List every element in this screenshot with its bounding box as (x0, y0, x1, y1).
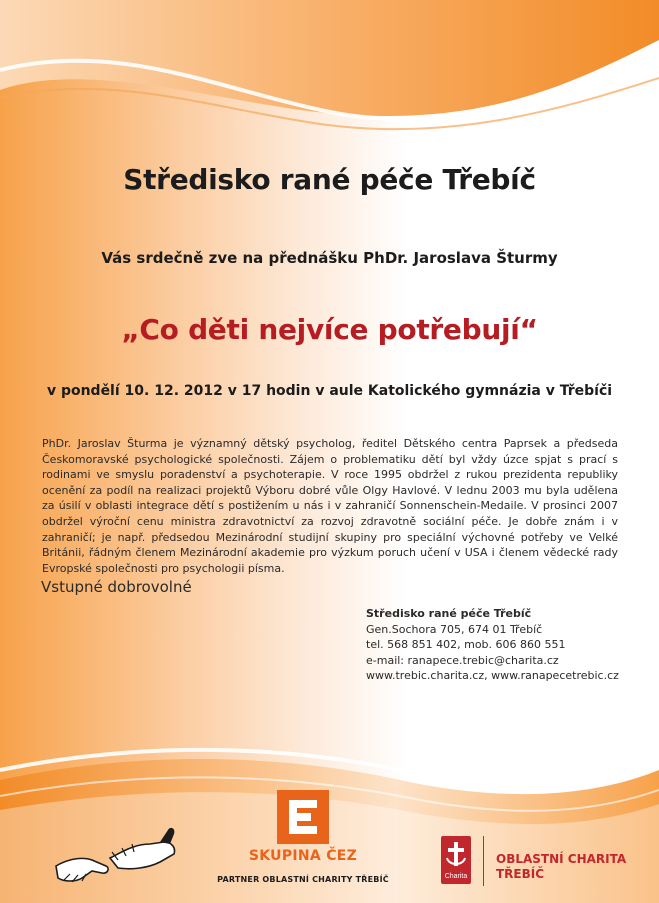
contact-name: Středisko rané péče Třebíč (366, 607, 532, 620)
charita-badge-text: Charita (444, 873, 468, 880)
cez-partner-line: PARTNER OBLASTNÍ CHARITY TŘEBÍČ (217, 875, 389, 884)
date-and-venue: v pondělí 10. 12. 2012 v 17 hodin v aule Katolického gymnázia v Třebíči (46, 383, 613, 399)
hands-illustration (52, 822, 182, 884)
contact-phone: tel. 568 851 402, mob. 606 860 551 (366, 638, 566, 652)
charita-divider (483, 836, 484, 886)
contact-address: Gen.Sochora 705, 674 01 Třebíč (366, 622, 543, 636)
speaker-bio: PhDr. Jaroslav Šturma je významný dětský psycholog, ředitel Dětského centra Paprsek a předseda Českomoravské psychologické společnosti. Zájem o problematiku dětí byl vždy úzce spjat s prací s rodinami ve smyslu poradenství a psychoterapie. V roce 1995 obdržel z rukou prezidenta republiky ocenění za podíl na realizaci projektů Výboru dobré vůle Olgy Havlové. V lednu 2003 mu byla udělena za úsilí v oblasti integrace dětí s postižením u nás i v zahraničí Sonnenschein-Medaile. V prosinci 2007 obdržel výroční cenu ministra zdravotnictví za rozvoj zdravotně sociální péče. Je dobře znám i v zahraničí; je např. předsedou Mezinárodní studijní skupiny pro speciální výchovné potřeby ve Velké Británii, řádným členem Mezinárodní akademie pro výzkum poruch učení v USA i členem vědecké rady Evropské společnosti pro psychologii písma. (42, 437, 618, 575)
charita-logo-icon (441, 836, 471, 884)
invitation-line: Vás srdečně zve na přednášku PhDr. Jaroslava Šturmy (101, 249, 558, 267)
contact-email: e-mail: ranapece.trebic@charita.cz (366, 653, 559, 667)
cez-logo-icon (277, 790, 329, 844)
contact-web: www.trebic.charita.cz, www.ranapecetrebic.cz (366, 669, 619, 683)
lecture-title: „Co děti nejvíce potřebují“ (121, 313, 538, 346)
contact-block (366, 606, 646, 684)
cez-name: SKUPINA ČEZ (248, 848, 358, 864)
charita-line1: OBLASTNÍ CHARITA (496, 852, 627, 866)
poster-title: Středisko rané péče Třebíč (123, 163, 536, 196)
top-wave-decoration (0, 0, 659, 150)
entry-note: Vstupné dobrovolné (41, 578, 192, 596)
charita-name (496, 852, 646, 882)
charita-line2: TŘEBÍČ (496, 867, 545, 881)
